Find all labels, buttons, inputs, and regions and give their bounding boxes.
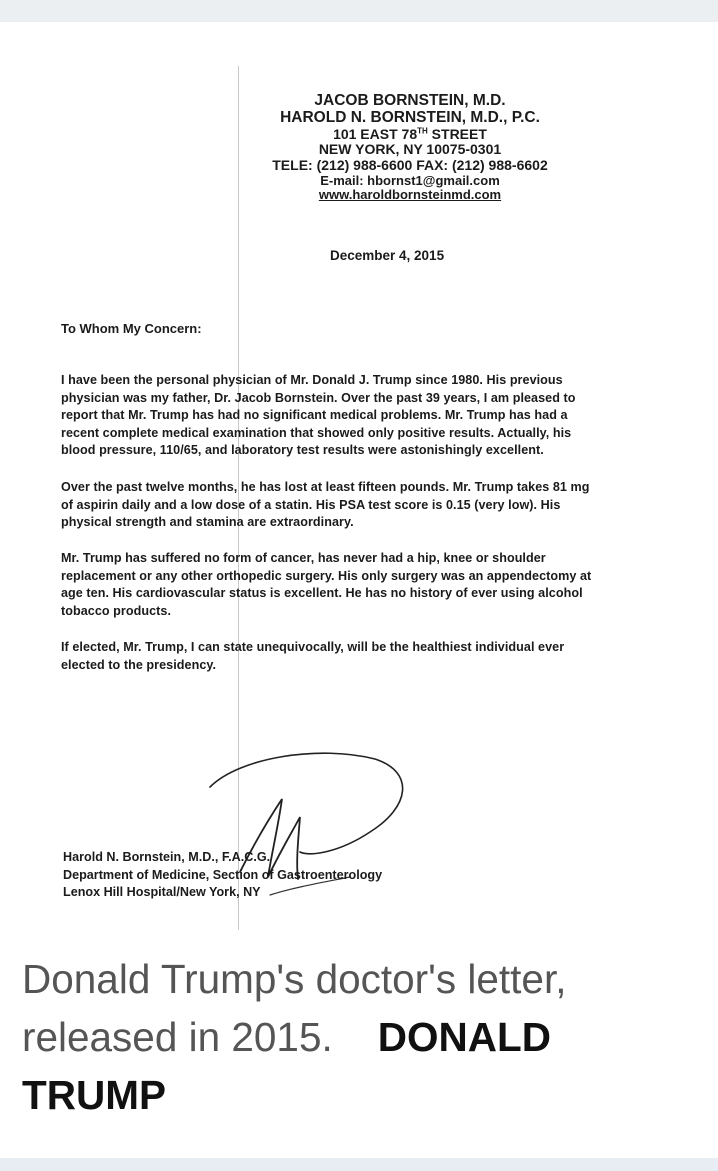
caption-credit: DONALD TRUMP (22, 1014, 551, 1118)
letterhead-website: www.haroldbornsteinmd.com (318, 187, 502, 203)
image-caption (22, 950, 702, 1124)
signer-name: Harold N. Bornstein, M.D., F.A.C.G. (63, 850, 271, 864)
letter-paragraph: If elected, Mr. Trump, I can state unequivocally, will be the healthiest individual ever elected to the presidency. (61, 640, 565, 672)
doctor-letter-image (0, 62, 718, 932)
letterhead-street-number: 101 EAST 78 (333, 125, 418, 142)
letter-paragraph: I have been the personal physician of Mr. Donald J. Trump since 1980. His previous physician was my father, Dr. Jacob Bornstein. Over the past 39 years, I am pleased to report that Mr. Trump has had no significant medical problems. Mr. Trump has had a recent complete medical examination that showed only positive results. Actually, his blood pressure, 110/65, and laboratory test results were astonishingly excellent. (61, 373, 576, 458)
letterhead-email: E-mail: hbornst1@gmail.com (320, 172, 500, 188)
letter-paragraph: Over the past twelve months, he has lost at least fifteen pounds. Mr. Trump takes 81 mg of aspirin daily and a low dose of a statin. His PSA test score is 0.15 (very low). His physical strength and stamina are extraordinary. (61, 480, 590, 530)
letterhead-name-1: JACOB BORNSTEIN, M.D. (314, 92, 506, 109)
letterhead-street (190, 127, 630, 143)
letterhead-phone-fax: TELE: (212) 988-6600 FAX: (212) 988-6602 (272, 157, 548, 174)
caption-text: Donald Trump's doctor's letter, released in 2015. (22, 956, 567, 1060)
letter-date: December 4, 2015 (330, 248, 445, 263)
letter-paragraph: Mr. Trump has suffered no form of cancer, has never had a hip, knee or shoulder replacement or any other orthopedic surgery. His only surgery was an appendectomy at age ten. His cardiovascular status is excellent. He has no history of ever using alcohol tobacco products. (61, 551, 592, 618)
signer-department: Department of Medicine, Section of Gastroenterology (63, 867, 383, 882)
letterhead-street-suffix: TH (417, 126, 428, 136)
letterhead (190, 92, 630, 203)
letter-salutation: To Whom My Concern: (61, 321, 202, 336)
signer-hospital: Lenox Hill Hospital/New York, NY (63, 885, 261, 900)
letterhead-city: NEW YORK, NY 10075-0301 (318, 141, 502, 158)
signature-block (63, 849, 382, 902)
letterhead-street-name: STREET (427, 125, 487, 142)
top-spacer-band (0, 0, 718, 22)
bottom-spacer-band (0, 1158, 718, 1171)
letterhead-name-2: HAROLD N. BORNSTEIN, M.D., P.C. (280, 109, 540, 127)
